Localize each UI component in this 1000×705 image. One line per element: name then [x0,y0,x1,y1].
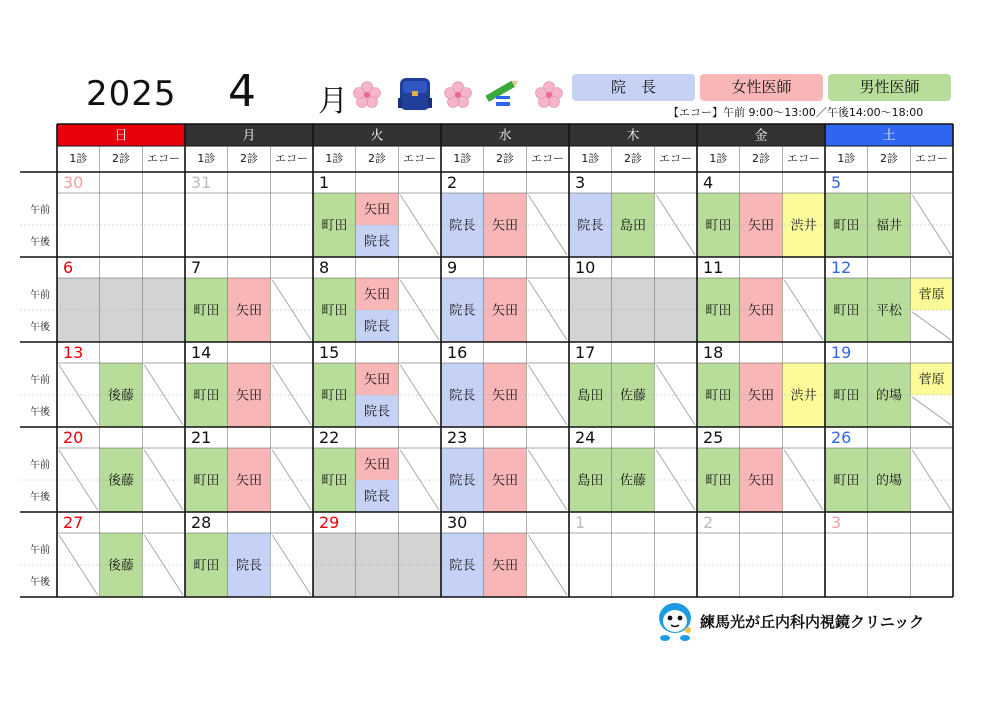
date-number: 22 [319,428,340,447]
echo-hours: 【エコー】午前 9:00～13:00／午後14:00～18:00 [668,106,924,119]
doctor-name: 的場 [875,473,903,489]
doctor-name: 矢田 [363,457,391,473]
doctor-name: 町田 [705,473,732,489]
doctor-name: 後藤 [107,558,135,574]
doctor-name: 矢田 [491,218,519,234]
weekday-header-label: 火 [370,128,384,144]
slash-mark [912,312,951,340]
date-number: 5 [831,173,842,192]
weekday-header-label: 月 [242,128,256,144]
date-number: 1 [319,173,330,192]
date-number: 2 [703,513,714,532]
sub-header-label: 1診 [837,152,856,165]
am-label: 午前 [30,290,50,301]
am-label: 午前 [30,545,50,556]
doctor-name: 院長 [449,388,476,404]
weekday-header-label: 土 [882,128,896,144]
doctor-name: 院長 [363,489,391,505]
date-number: 26 [831,428,852,447]
legend-director: 院 長 [572,74,695,101]
legend-female-doctor: 女性医師 [700,74,823,101]
doctor-name: 矢田 [363,372,391,388]
sub-header-label: 2診 [240,152,258,165]
date-number: 2 [447,173,458,192]
doctor-name: 院長 [449,558,476,574]
date-number: 19 [831,343,852,362]
date-number: 1 [575,513,586,532]
doctor-name: 院長 [449,218,476,234]
date-number: 31 [191,173,212,192]
doctor-name: 院長 [363,319,391,335]
date-number: 15 [319,343,340,362]
sub-header-label: 1診 [709,152,728,165]
date-number: 28 [191,513,212,532]
sub-header-label: 2診 [368,152,386,165]
doctor-name: 町田 [193,558,220,574]
doctor-name: 矢田 [491,388,519,404]
doctor-name: 町田 [833,473,860,489]
doctor-name: 矢田 [363,202,391,218]
sub-header-label: 1診 [453,152,472,165]
sub-header-label: 1診 [69,152,88,165]
doctor-name: 後藤 [107,473,135,489]
date-number: 16 [447,343,468,362]
sub-header-label: エコー [403,152,437,165]
doctor-name: 町田 [321,388,348,404]
sub-header-label: 1診 [197,152,216,165]
doctor-name: 院長 [363,234,391,250]
weekday-header-label: 木 [626,128,640,144]
doctor-name: 渋井 [790,388,817,404]
doctor-name: 矢田 [747,473,775,489]
doctor-name: 院長 [235,558,263,574]
sub-header-label: 2診 [752,152,770,165]
date-number: 3 [575,173,586,192]
date-number: 30 [63,173,84,192]
pm-label: 午後 [30,237,50,248]
sub-header-label: 2診 [880,152,898,165]
doctor-name: 矢田 [491,558,519,574]
doctor-name: 矢田 [235,473,263,489]
doctor-name: 矢田 [491,473,519,489]
doctor-name: 町田 [193,473,220,489]
doctor-name: 院長 [577,218,604,234]
doctor-name: 島田 [619,218,647,234]
am-label: 午前 [30,460,50,471]
doctor-name: 院長 [449,303,476,319]
pm-label: 午後 [30,492,50,503]
date-number: 29 [319,513,340,532]
doctor-name: 矢田 [235,388,263,404]
date-number: 24 [575,428,596,447]
weekday-header-label: 日 [114,128,128,144]
month-label: 月 [318,84,348,119]
month-number: 4 [228,66,256,117]
doctor-name: 渋井 [790,218,817,234]
doctor-name: 町田 [193,303,220,319]
date-number: 6 [63,258,74,277]
doctor-name: 菅原 [918,287,945,303]
date-number: 20 [63,428,84,447]
date-number: 14 [191,343,212,362]
date-number: 23 [447,428,468,447]
sub-header-label: エコー [787,152,821,165]
doctor-name: 院長 [363,404,391,420]
date-number: 11 [703,258,724,277]
doctor-name: 佐藤 [619,388,647,404]
doctor-name: 矢田 [747,388,775,404]
date-number: 10 [575,258,596,277]
sub-header-label: 1診 [325,152,344,165]
sub-header-label: エコー [531,152,565,165]
doctor-name: 矢田 [747,218,775,234]
sub-header-label: エコー [275,152,309,165]
doctor-name: 矢田 [747,303,775,319]
slash-mark [912,397,951,425]
doctor-name: 町田 [833,218,860,234]
clinic-mascot-logo [655,600,695,642]
sub-header-label: 2診 [496,152,514,165]
doctor-name: 島田 [577,388,604,404]
doctor-name: 平松 [875,303,903,319]
doctor-name: 矢田 [235,303,263,319]
doctor-name: 町田 [321,303,348,319]
am-label: 午前 [30,205,50,216]
date-number: 7 [191,258,202,277]
doctor-name: 佐藤 [619,473,647,489]
doctor-name: 後藤 [107,388,135,404]
am-label: 午前 [30,375,50,386]
weekday-header-label: 水 [498,128,512,144]
doctor-name: 矢田 [363,287,391,303]
doctor-name: 町田 [833,303,860,319]
date-number: 4 [703,173,714,192]
date-number: 27 [63,513,84,532]
doctor-name: 町田 [705,388,732,404]
doctor-name: 町田 [321,473,348,489]
doctor-name: 町田 [321,218,348,234]
sub-header-label: エコー [915,152,949,165]
date-number: 12 [831,258,852,277]
pm-label: 午後 [30,322,50,333]
sub-header-label: エコー [659,152,693,165]
legend-male-doctor: 男性医師 [828,74,951,101]
clinic-name: 練馬光が丘内科内視鏡クリニック [700,613,925,631]
date-number: 30 [447,513,468,532]
doctor-name: 町田 [833,388,860,404]
sub-header-label: 2診 [624,152,642,165]
sub-header-label: 2診 [112,152,130,165]
doctor-name: 町田 [705,303,732,319]
year: 2025 [86,74,177,114]
date-number: 21 [191,428,212,447]
date-number: 3 [831,513,842,532]
sub-header-label: 1診 [581,152,600,165]
date-number: 25 [703,428,724,447]
doctor-name: 町田 [705,218,732,234]
weekday-header-label: 金 [754,128,768,144]
pm-label: 午後 [30,407,50,418]
date-number: 13 [63,343,84,362]
date-number: 18 [703,343,724,362]
doctor-name: 福井 [875,218,903,234]
date-number: 17 [575,343,596,362]
doctor-name: 町田 [193,388,220,404]
doctor-name: 菅原 [918,372,945,388]
sub-header-label: エコー [147,152,181,165]
date-number: 8 [319,258,330,277]
pm-label: 午後 [30,577,50,588]
date-number: 9 [447,258,458,277]
doctor-name: 的場 [875,388,903,404]
doctor-name: 矢田 [491,303,519,319]
doctor-name: 院長 [449,473,476,489]
doctor-name: 島田 [577,473,604,489]
